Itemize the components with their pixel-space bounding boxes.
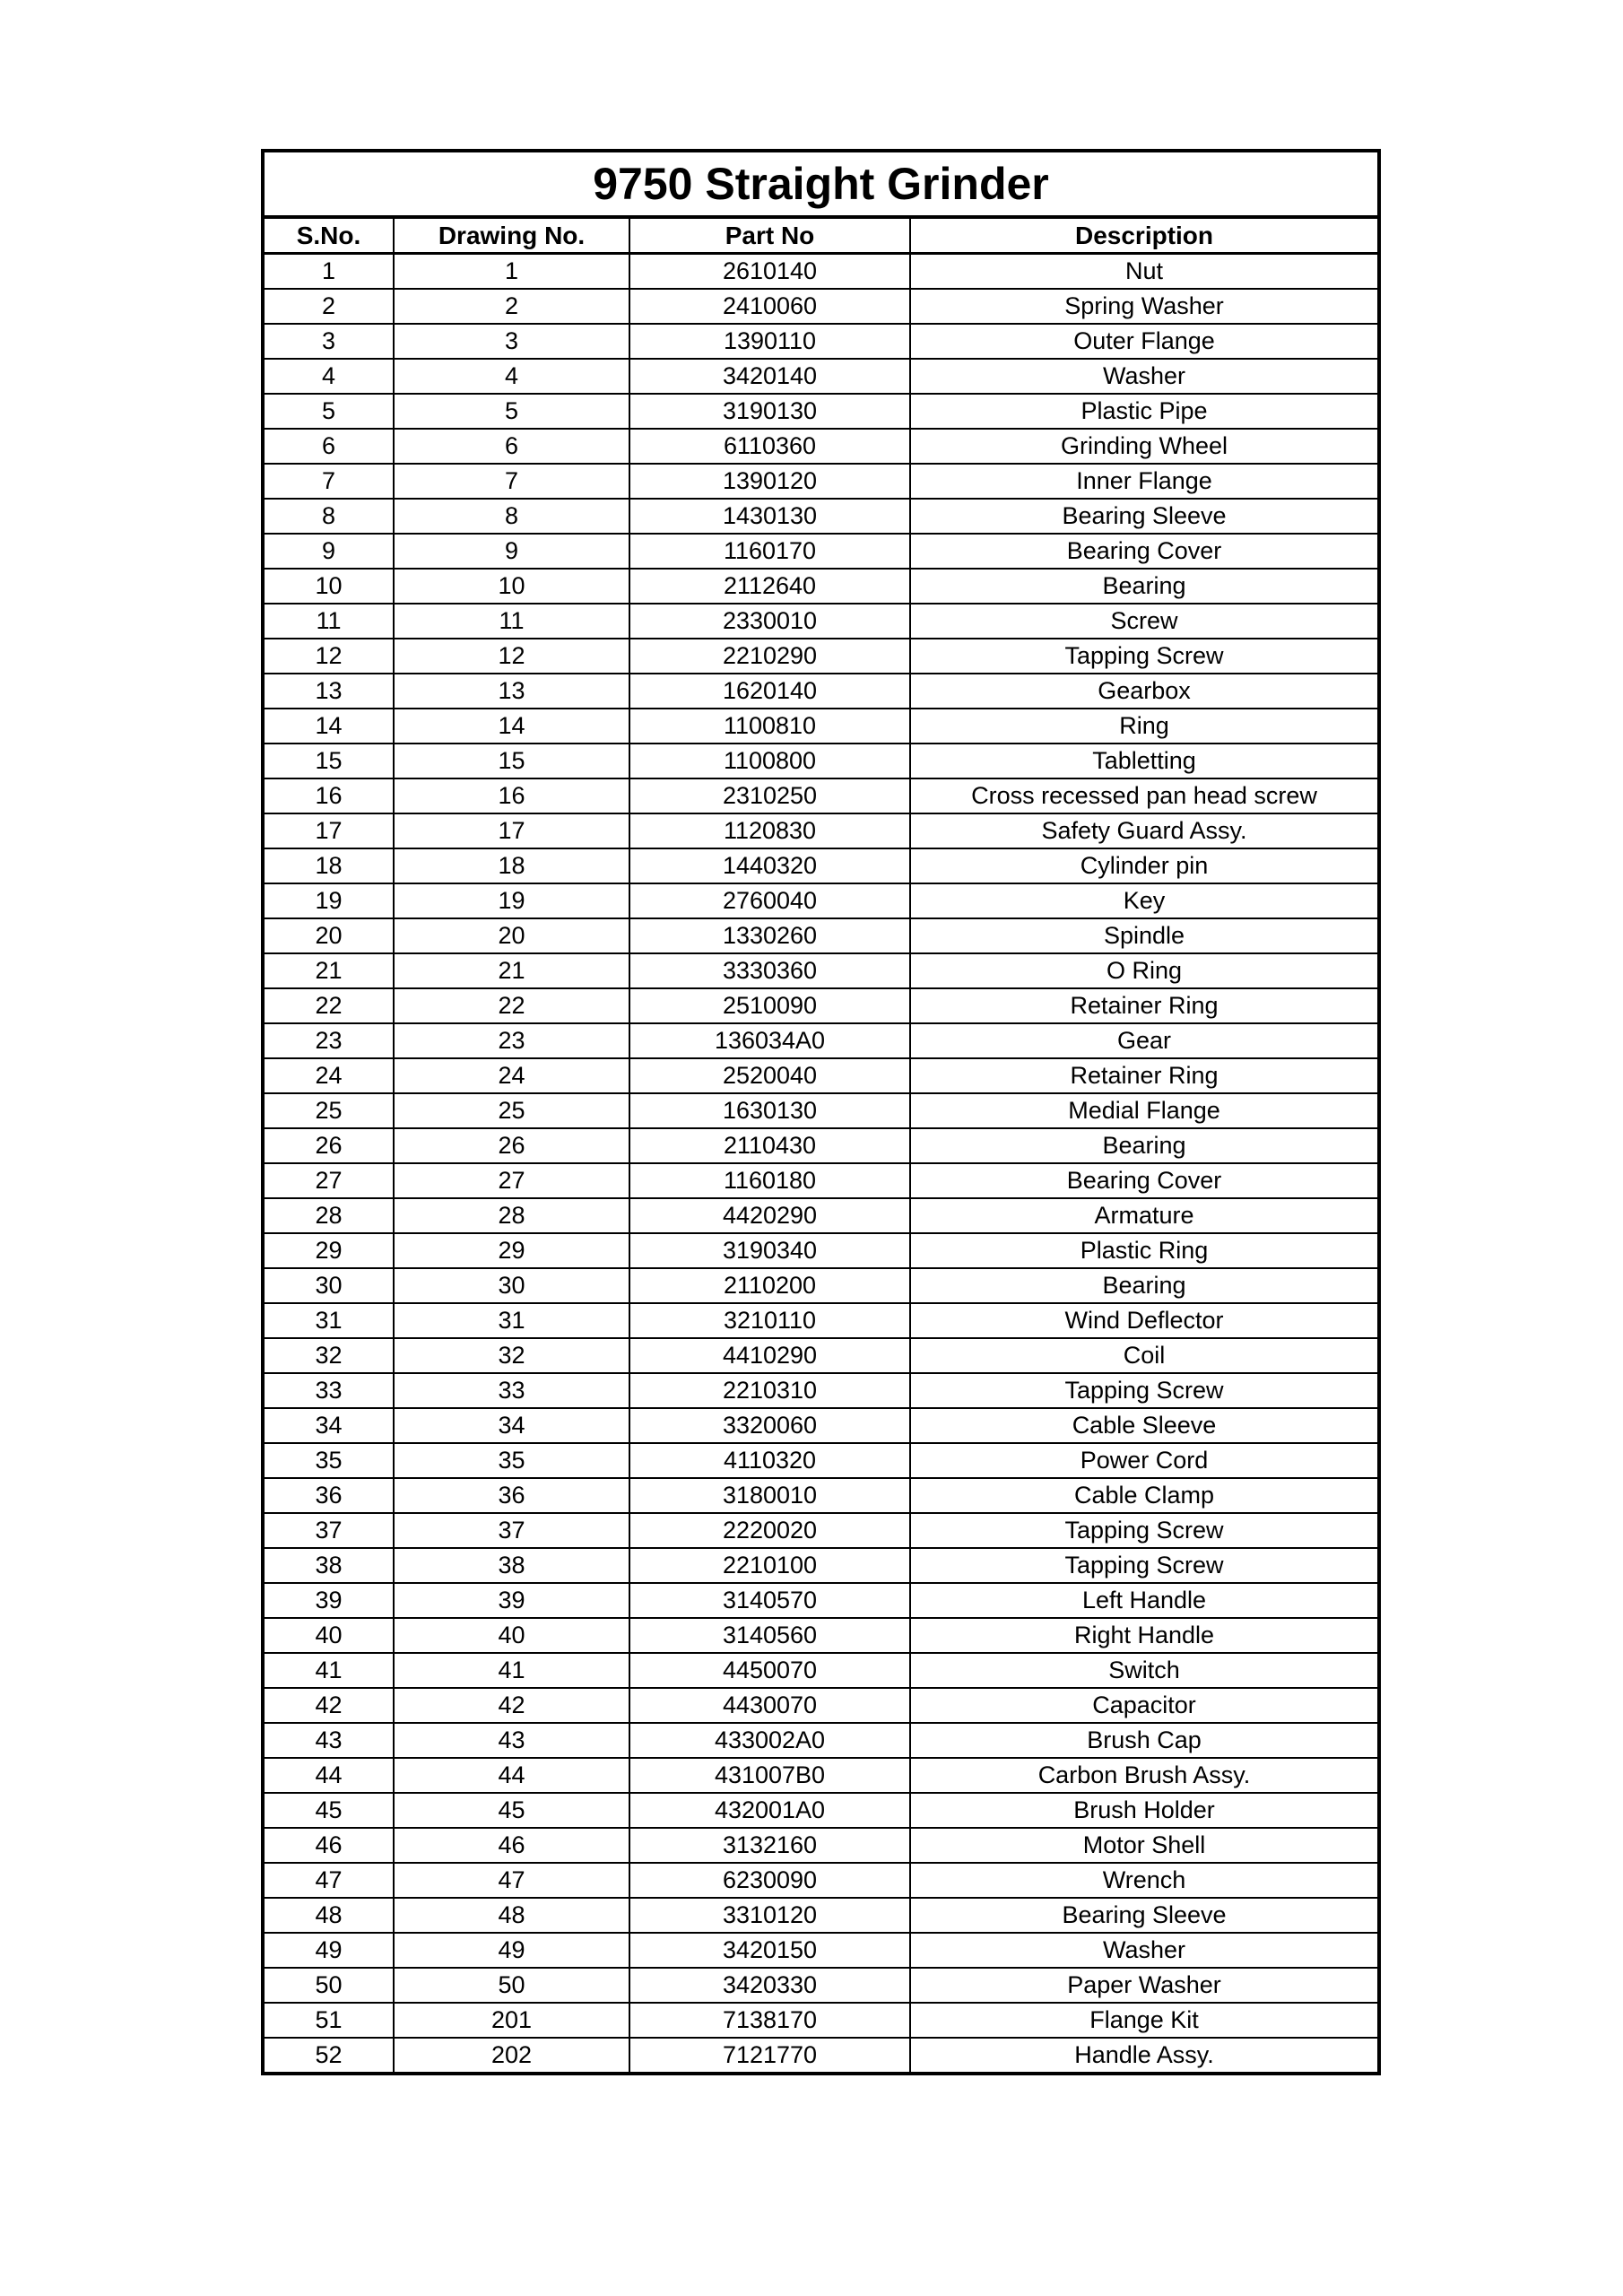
cell-drawing-no: 19 <box>394 883 629 918</box>
cell-part-no: 2210310 <box>629 1373 910 1408</box>
table-row <box>263 1793 1379 1828</box>
cell-drawing-no: 12 <box>394 639 629 674</box>
cell-sno: 8 <box>263 499 394 534</box>
table-row <box>263 709 1379 744</box>
cell-drawing-no: 15 <box>394 744 629 778</box>
table-row <box>263 674 1379 709</box>
cell-part-no: 2610140 <box>629 254 910 290</box>
cell-description: O Ring <box>910 953 1379 988</box>
cell-drawing-no: 16 <box>394 778 629 813</box>
table-row <box>263 1513 1379 1548</box>
cell-drawing-no: 43 <box>394 1723 629 1758</box>
cell-drawing-no: 36 <box>394 1478 629 1513</box>
table-header-row <box>263 217 1379 254</box>
cell-drawing-no: 46 <box>394 1828 629 1863</box>
cell-part-no: 3420140 <box>629 359 910 394</box>
table-row <box>263 1373 1379 1408</box>
table-row <box>263 883 1379 918</box>
cell-drawing-no: 44 <box>394 1758 629 1793</box>
table-row <box>263 813 1379 848</box>
cell-sno: 46 <box>263 1828 394 1863</box>
cell-drawing-no: 41 <box>394 1653 629 1688</box>
cell-drawing-no: 6 <box>394 429 629 464</box>
cell-description: Tapping Screw <box>910 1548 1379 1583</box>
parts-list-sheet <box>261 149 1377 2075</box>
table-row <box>263 953 1379 988</box>
cell-description: Cable Sleeve <box>910 1408 1379 1443</box>
cell-drawing-no: 28 <box>394 1198 629 1233</box>
cell-part-no: 2112640 <box>629 569 910 604</box>
cell-drawing-no: 18 <box>394 848 629 883</box>
cell-drawing-no: 45 <box>394 1793 629 1828</box>
table-row <box>263 1583 1379 1618</box>
cell-sno: 49 <box>263 1933 394 1968</box>
cell-part-no: 1390110 <box>629 324 910 359</box>
cell-part-no: 2310250 <box>629 778 910 813</box>
column-header-drawing-no: Drawing No. <box>394 217 629 254</box>
cell-part-no: 1330260 <box>629 918 910 953</box>
cell-drawing-no: 25 <box>394 1093 629 1128</box>
cell-part-no: 3310120 <box>629 1898 910 1933</box>
table-row <box>263 1898 1379 1933</box>
cell-part-no: 1100810 <box>629 709 910 744</box>
cell-description: Coil <box>910 1338 1379 1373</box>
table-row <box>263 1093 1379 1128</box>
table-row <box>263 1618 1379 1653</box>
table-row <box>263 1128 1379 1163</box>
cell-part-no: 1390120 <box>629 464 910 499</box>
table-row <box>263 1233 1379 1268</box>
cell-description: Bearing <box>910 569 1379 604</box>
cell-part-no: 3420150 <box>629 1933 910 1968</box>
cell-sno: 50 <box>263 1968 394 2003</box>
cell-description: Tapping Screw <box>910 1513 1379 1548</box>
cell-sno: 41 <box>263 1653 394 1688</box>
cell-part-no: 4420290 <box>629 1198 910 1233</box>
cell-part-no: 2410060 <box>629 289 910 324</box>
cell-drawing-no: 9 <box>394 534 629 569</box>
cell-description: Nut <box>910 254 1379 290</box>
cell-description: Tabletting <box>910 744 1379 778</box>
cell-part-no: 2210290 <box>629 639 910 674</box>
cell-part-no: 3180010 <box>629 1478 910 1513</box>
cell-part-no: 1440320 <box>629 848 910 883</box>
table-row <box>263 1968 1379 2003</box>
table-row <box>263 1828 1379 1863</box>
cell-part-no: 431007B0 <box>629 1758 910 1793</box>
cell-part-no: 3210110 <box>629 1303 910 1338</box>
table-row <box>263 1688 1379 1723</box>
cell-sno: 28 <box>263 1198 394 1233</box>
cell-drawing-no: 30 <box>394 1268 629 1303</box>
cell-drawing-no: 20 <box>394 918 629 953</box>
cell-part-no: 1120830 <box>629 813 910 848</box>
cell-part-no: 3330360 <box>629 953 910 988</box>
cell-description: Paper Washer <box>910 1968 1379 2003</box>
cell-description: Spring Washer <box>910 289 1379 324</box>
cell-drawing-no: 2 <box>394 289 629 324</box>
cell-sno: 29 <box>263 1233 394 1268</box>
cell-description: Wrench <box>910 1863 1379 1898</box>
cell-sno: 44 <box>263 1758 394 1793</box>
table-row <box>263 324 1379 359</box>
cell-drawing-no: 27 <box>394 1163 629 1198</box>
cell-sno: 7 <box>263 464 394 499</box>
cell-description: Key <box>910 883 1379 918</box>
cell-part-no: 7121770 <box>629 2038 910 2074</box>
cell-drawing-no: 42 <box>394 1688 629 1723</box>
cell-description: Bearing Sleeve <box>910 1898 1379 1933</box>
cell-sno: 35 <box>263 1443 394 1478</box>
cell-part-no: 3190340 <box>629 1233 910 1268</box>
cell-description: Cable Clamp <box>910 1478 1379 1513</box>
cell-description: Cylinder pin <box>910 848 1379 883</box>
table-row <box>263 359 1379 394</box>
cell-drawing-no: 13 <box>394 674 629 709</box>
table-row <box>263 499 1379 534</box>
cell-sno: 39 <box>263 1583 394 1618</box>
cell-description: Grinding Wheel <box>910 429 1379 464</box>
cell-part-no: 3132160 <box>629 1828 910 1863</box>
cell-sno: 24 <box>263 1058 394 1093</box>
cell-part-no: 2220020 <box>629 1513 910 1548</box>
table-row <box>263 1303 1379 1338</box>
cell-drawing-no: 38 <box>394 1548 629 1583</box>
cell-description: Safety Guard Assy. <box>910 813 1379 848</box>
cell-sno: 3 <box>263 324 394 359</box>
cell-description: Bearing Cover <box>910 1163 1379 1198</box>
table-row <box>263 1933 1379 1968</box>
cell-description: Retainer Ring <box>910 988 1379 1023</box>
cell-description: Screw <box>910 604 1379 639</box>
cell-sno: 20 <box>263 918 394 953</box>
cell-description: Washer <box>910 1933 1379 1968</box>
cell-drawing-no: 48 <box>394 1898 629 1933</box>
cell-part-no: 3190130 <box>629 394 910 429</box>
cell-part-no: 2510090 <box>629 988 910 1023</box>
cell-drawing-no: 31 <box>394 1303 629 1338</box>
cell-sno: 37 <box>263 1513 394 1548</box>
table-row <box>263 1653 1379 1688</box>
cell-drawing-no: 7 <box>394 464 629 499</box>
cell-part-no: 4430070 <box>629 1688 910 1723</box>
cell-sno: 2 <box>263 289 394 324</box>
table-row <box>263 1338 1379 1373</box>
cell-drawing-no: 24 <box>394 1058 629 1093</box>
cell-sno: 26 <box>263 1128 394 1163</box>
cell-description: Bearing <box>910 1128 1379 1163</box>
table-row <box>263 639 1379 674</box>
cell-sno: 19 <box>263 883 394 918</box>
cell-sno: 30 <box>263 1268 394 1303</box>
cell-part-no: 4410290 <box>629 1338 910 1373</box>
cell-part-no: 4110320 <box>629 1443 910 1478</box>
cell-description: Right Handle <box>910 1618 1379 1653</box>
cell-description: Bearing <box>910 1268 1379 1303</box>
cell-drawing-no: 32 <box>394 1338 629 1373</box>
table-row <box>263 778 1379 813</box>
cell-description: Capacitor <box>910 1688 1379 1723</box>
cell-description: Bearing Sleeve <box>910 499 1379 534</box>
table-row <box>263 1163 1379 1198</box>
cell-sno: 22 <box>263 988 394 1023</box>
cell-sno: 17 <box>263 813 394 848</box>
table-row <box>263 744 1379 778</box>
cell-part-no: 2520040 <box>629 1058 910 1093</box>
table-row <box>263 848 1379 883</box>
cell-drawing-no: 23 <box>394 1023 629 1058</box>
cell-drawing-no: 17 <box>394 813 629 848</box>
cell-sno: 43 <box>263 1723 394 1758</box>
cell-part-no: 7138170 <box>629 2003 910 2038</box>
cell-part-no: 3320060 <box>629 1408 910 1443</box>
cell-description: Brush Holder <box>910 1793 1379 1828</box>
cell-description: Bearing Cover <box>910 534 1379 569</box>
cell-part-no: 2110200 <box>629 1268 910 1303</box>
table-row <box>263 1478 1379 1513</box>
table-row <box>263 2003 1379 2038</box>
cell-sno: 25 <box>263 1093 394 1128</box>
cell-drawing-no: 40 <box>394 1618 629 1653</box>
column-header-part-no: Part No <box>629 217 910 254</box>
cell-sno: 12 <box>263 639 394 674</box>
cell-part-no: 1430130 <box>629 499 910 534</box>
cell-description: Brush Cap <box>910 1723 1379 1758</box>
table-row <box>263 918 1379 953</box>
cell-drawing-no: 14 <box>394 709 629 744</box>
cell-sno: 6 <box>263 429 394 464</box>
cell-part-no: 2330010 <box>629 604 910 639</box>
table-row <box>263 988 1379 1023</box>
table-row <box>263 289 1379 324</box>
cell-description: Tapping Screw <box>910 1373 1379 1408</box>
cell-drawing-no: 33 <box>394 1373 629 1408</box>
cell-sno: 11 <box>263 604 394 639</box>
parts-table-body <box>263 254 1379 2074</box>
cell-description: Wind Deflector <box>910 1303 1379 1338</box>
cell-sno: 33 <box>263 1373 394 1408</box>
table-row <box>263 1758 1379 1793</box>
cell-part-no: 3140560 <box>629 1618 910 1653</box>
cell-description: Medial Flange <box>910 1093 1379 1128</box>
cell-drawing-no: 3 <box>394 324 629 359</box>
cell-drawing-no: 49 <box>394 1933 629 1968</box>
page-title: 9750 Straight Grinder <box>263 151 1379 217</box>
cell-sno: 27 <box>263 1163 394 1198</box>
cell-sno: 5 <box>263 394 394 429</box>
cell-description: Carbon Brush Assy. <box>910 1758 1379 1793</box>
cell-drawing-no: 201 <box>394 2003 629 2038</box>
cell-drawing-no: 202 <box>394 2038 629 2074</box>
cell-drawing-no: 21 <box>394 953 629 988</box>
cell-description: Cross recessed pan head screw <box>910 778 1379 813</box>
table-row <box>263 429 1379 464</box>
table-row <box>263 1723 1379 1758</box>
cell-part-no: 2760040 <box>629 883 910 918</box>
table-row <box>263 534 1379 569</box>
title-row <box>263 151 1379 217</box>
cell-part-no: 2210100 <box>629 1548 910 1583</box>
table-row <box>263 1548 1379 1583</box>
cell-description: Motor Shell <box>910 1828 1379 1863</box>
cell-drawing-no: 8 <box>394 499 629 534</box>
cell-drawing-no: 50 <box>394 1968 629 2003</box>
cell-sno: 31 <box>263 1303 394 1338</box>
cell-sno: 32 <box>263 1338 394 1373</box>
cell-description: Flange Kit <box>910 2003 1379 2038</box>
cell-sno: 36 <box>263 1478 394 1513</box>
cell-description: Gear <box>910 1023 1379 1058</box>
cell-description: Left Handle <box>910 1583 1379 1618</box>
table-row <box>263 1058 1379 1093</box>
cell-description: Plastic Ring <box>910 1233 1379 1268</box>
cell-part-no: 6110360 <box>629 429 910 464</box>
table-row <box>263 1198 1379 1233</box>
cell-part-no: 2110430 <box>629 1128 910 1163</box>
table-row <box>263 1023 1379 1058</box>
cell-drawing-no: 10 <box>394 569 629 604</box>
cell-part-no: 1160180 <box>629 1163 910 1198</box>
cell-sno: 1 <box>263 254 394 290</box>
cell-sno: 4 <box>263 359 394 394</box>
column-header-description: Description <box>910 217 1379 254</box>
cell-description: Retainer Ring <box>910 1058 1379 1093</box>
cell-drawing-no: 35 <box>394 1443 629 1478</box>
table-row <box>263 1863 1379 1898</box>
table-row <box>263 1408 1379 1443</box>
cell-sno: 21 <box>263 953 394 988</box>
cell-drawing-no: 29 <box>394 1233 629 1268</box>
cell-drawing-no: 39 <box>394 1583 629 1618</box>
cell-sno: 16 <box>263 778 394 813</box>
cell-sno: 47 <box>263 1863 394 1898</box>
parts-table <box>261 149 1381 2075</box>
cell-sno: 14 <box>263 709 394 744</box>
table-row <box>263 254 1379 290</box>
cell-drawing-no: 37 <box>394 1513 629 1548</box>
table-row <box>263 569 1379 604</box>
cell-description: Handle Assy. <box>910 2038 1379 2074</box>
cell-sno: 10 <box>263 569 394 604</box>
cell-description: Armature <box>910 1198 1379 1233</box>
cell-sno: 38 <box>263 1548 394 1583</box>
cell-drawing-no: 4 <box>394 359 629 394</box>
cell-description: Inner Flange <box>910 464 1379 499</box>
cell-sno: 23 <box>263 1023 394 1058</box>
cell-description: Outer Flange <box>910 324 1379 359</box>
cell-description: Gearbox <box>910 674 1379 709</box>
cell-part-no: 3140570 <box>629 1583 910 1618</box>
cell-drawing-no: 1 <box>394 254 629 290</box>
cell-sno: 40 <box>263 1618 394 1653</box>
cell-part-no: 1630130 <box>629 1093 910 1128</box>
cell-description: Ring <box>910 709 1379 744</box>
cell-drawing-no: 26 <box>394 1128 629 1163</box>
cell-sno: 42 <box>263 1688 394 1723</box>
cell-part-no: 136034A0 <box>629 1023 910 1058</box>
cell-part-no: 1160170 <box>629 534 910 569</box>
cell-sno: 52 <box>263 2038 394 2074</box>
cell-part-no: 1100800 <box>629 744 910 778</box>
cell-description: Spindle <box>910 918 1379 953</box>
table-row <box>263 604 1379 639</box>
table-row <box>263 1443 1379 1478</box>
cell-sno: 51 <box>263 2003 394 2038</box>
cell-part-no: 3420330 <box>629 1968 910 2003</box>
cell-part-no: 1620140 <box>629 674 910 709</box>
cell-drawing-no: 11 <box>394 604 629 639</box>
table-row <box>263 2038 1379 2074</box>
cell-sno: 9 <box>263 534 394 569</box>
table-row <box>263 464 1379 499</box>
cell-sno: 48 <box>263 1898 394 1933</box>
cell-description: Plastic Pipe <box>910 394 1379 429</box>
cell-part-no: 432001A0 <box>629 1793 910 1828</box>
cell-description: Switch <box>910 1653 1379 1688</box>
cell-sno: 18 <box>263 848 394 883</box>
cell-drawing-no: 47 <box>394 1863 629 1898</box>
cell-sno: 34 <box>263 1408 394 1443</box>
cell-sno: 45 <box>263 1793 394 1828</box>
cell-part-no: 4450070 <box>629 1653 910 1688</box>
cell-part-no: 6230090 <box>629 1863 910 1898</box>
table-row <box>263 1268 1379 1303</box>
table-row <box>263 394 1379 429</box>
cell-sno: 13 <box>263 674 394 709</box>
cell-drawing-no: 5 <box>394 394 629 429</box>
column-header-sno: S.No. <box>263 217 394 254</box>
cell-sno: 15 <box>263 744 394 778</box>
cell-description: Tapping Screw <box>910 639 1379 674</box>
cell-drawing-no: 22 <box>394 988 629 1023</box>
cell-description: Washer <box>910 359 1379 394</box>
cell-part-no: 433002A0 <box>629 1723 910 1758</box>
cell-description: Power Cord <box>910 1443 1379 1478</box>
cell-drawing-no: 34 <box>394 1408 629 1443</box>
